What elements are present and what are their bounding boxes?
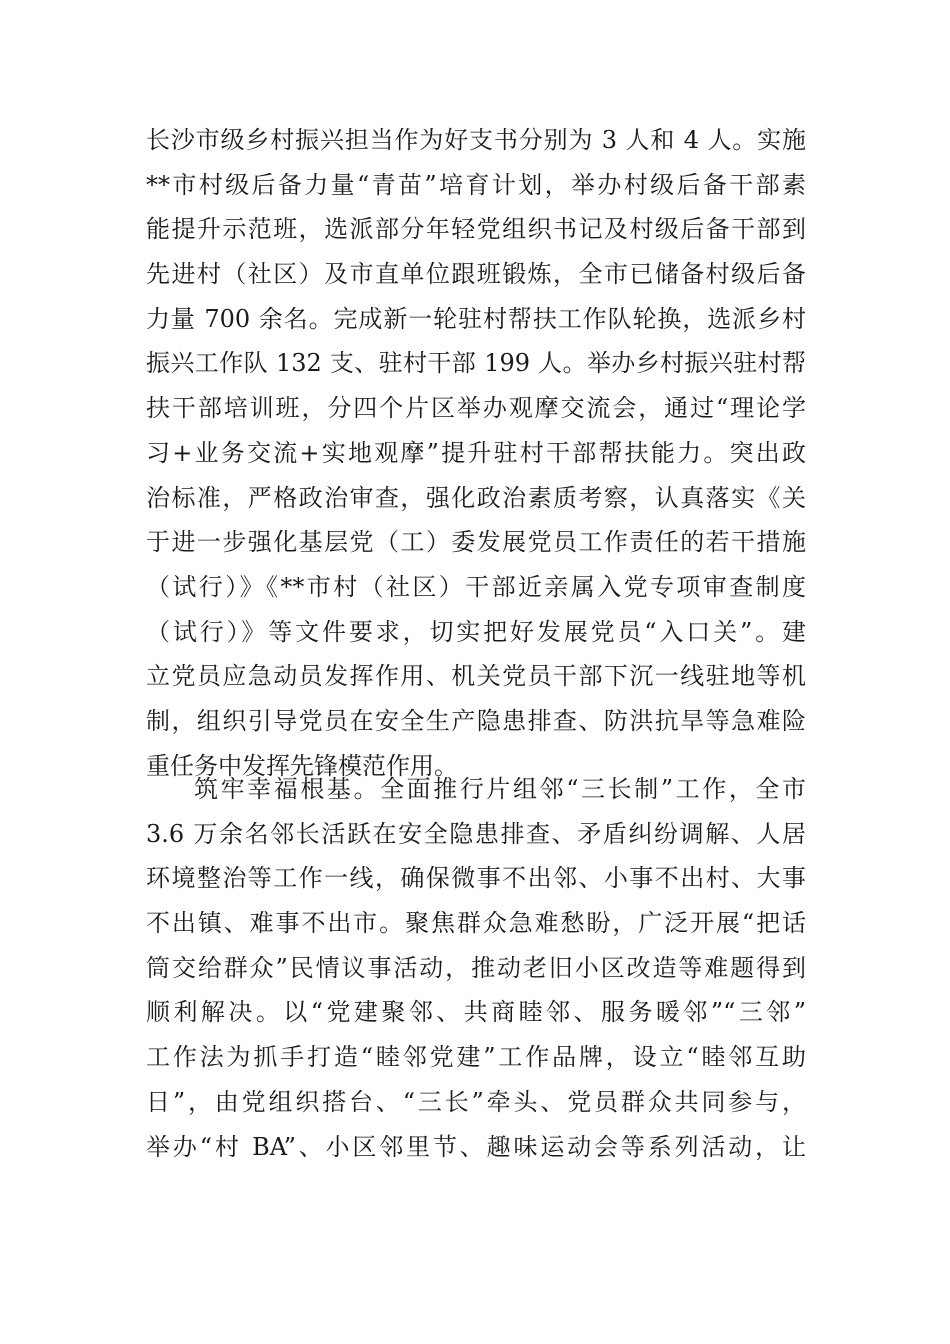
paragraph-line: 先进村（社区）及市直单位跟班锻炼，全市已储备村级后备 <box>146 260 806 289</box>
paragraph-line: 能提升示范班，选派部分年轻党组织书记及村级后备干部到 <box>146 215 806 244</box>
paragraph-line: 振兴工作队 132 支、驻村干部 199 人。举办乡村振兴驻村帮 <box>146 349 806 378</box>
paragraph-line: 扶干部培训班，分四个片区举办观摩交流会，通过“理论学 <box>146 394 806 423</box>
paragraph-line: 习+业务交流+实地观摩”提升驻村干部帮扶能力。突出政 <box>146 438 806 467</box>
paragraph-line: 日”，由党组织搭台、“三长”牵头、党员群众共同参与， <box>146 1087 806 1116</box>
paragraph-line: **市村级后备力量“青苗”培育计划，举办村级后备干部素 <box>146 170 806 199</box>
paragraph-line: 制，组织引导党员在安全生产隐患排查、防洪抗旱等急难险 <box>146 706 806 735</box>
paragraph-line: （试行）》等文件要求，切实把好发展党员“入口关”。建 <box>146 617 806 646</box>
paragraph-line: 3.6 万余名邻长活跃在安全隐患排查、矛盾纠纷调解、人居 <box>146 819 806 848</box>
paragraph-line: 筒交给群众”民情议事活动，推动老旧小区改造等难题得到 <box>146 953 806 982</box>
paragraph-line: 力量 700 余名。完成新一轮驻村帮扶工作队轮换，选派乡村 <box>146 304 806 333</box>
paragraph-line: 环境整治等工作一线，确保微事不出邻、小事不出村、大事 <box>146 864 806 893</box>
paragraph-1 <box>146 118 806 788</box>
paragraph-line: 长沙市级乡村振兴担当作为好支书分别为 3 人和 4 人。实施 <box>146 126 806 154</box>
paragraph-line: 不出镇、难事不出市。聚焦群众急难愁盼，广泛开展“把话 <box>146 909 806 938</box>
paragraph-line: 举办“村 BA”、小区邻里节、趣味运动会等系列活动，让 <box>146 1132 806 1161</box>
paragraph-line: 治标准，严格政治审查，强化政治素质考察，认真落实《关 <box>146 483 806 512</box>
paragraph-line: 立党员应急动员发挥作用、机关党员干部下沉一线驻地等机 <box>146 662 806 691</box>
paragraph-2 <box>146 767 806 1169</box>
paragraph-line: 工作法为抓手打造“睦邻党建”工作品牌，设立“睦邻互助 <box>146 1043 806 1072</box>
paragraph-line: 于进一步强化基层党（工）委发展党员工作责任的若干措施 <box>146 528 806 557</box>
paragraph-line: 顺利解决。以“党建聚邻、共商睦邻、服务暖邻”“三邻” <box>146 998 806 1027</box>
paragraph-line: （试行）》《**市村（社区）干部近亲属入党专项审查制度 <box>146 572 806 601</box>
paragraph-line: 重任务中发挥先锋模范作用。 <box>146 751 458 780</box>
paragraph-line: 筑牢幸福根基。全面推行片组邻“三长制”工作，全市 <box>194 775 806 803</box>
